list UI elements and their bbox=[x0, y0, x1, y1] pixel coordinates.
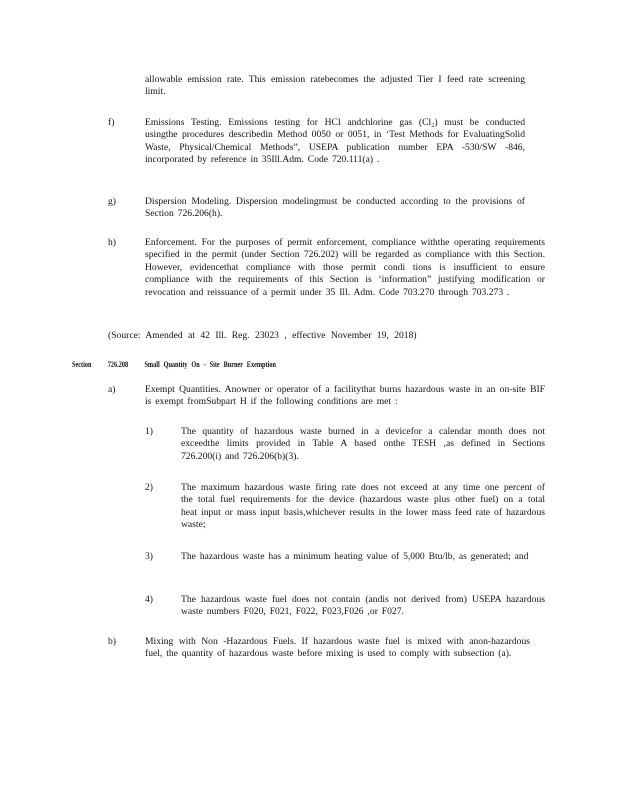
subsection-b-label: b) bbox=[108, 636, 116, 647]
source-note: (Source: Amended at 42 Ill. Reg. 23023 , effective November 19, 2018) bbox=[108, 330, 417, 341]
section-word: Section bbox=[72, 360, 92, 369]
item-g-label: g) bbox=[108, 196, 116, 207]
a-item-4-label: 4) bbox=[145, 594, 153, 605]
section-number: 726.208 bbox=[107, 360, 129, 369]
subsection-b-text: Mixing with Non -Hazardous Fuels. If hazardous waste fuel is mixed with anon-hazardous fuel, the quantity of hazardous waste before mixing is used to comply with subsection (a). bbox=[145, 636, 530, 660]
subsection-a-label: a) bbox=[108, 384, 116, 395]
item-f-text: Emissions Testing. Emissions testing for HCl andchlorine gas (Cl₂) must be conducted usingthe procedures describedin Method 0050 or 0051, in ‘Test Methods for EvaluatingSolid Waste, Physical/Chemical Methods”, USEPA publication number EPA -530/SW -846, incorporated by reference in 35Ill.Adm. Code 720.111(a) . bbox=[145, 117, 525, 166]
intro-paragraph: allowable emission rate. This emission ratebecomes the adjusted Tier I feed rate screening limit. bbox=[145, 74, 525, 98]
a-item-4-text: The hazardous waste fuel does not contain (andis not derived from) USEPA hazardous waste numbers F020, F021, F022, F023,F026 ,or F027. bbox=[181, 594, 545, 618]
a-item-3-label: 3) bbox=[145, 551, 153, 562]
item-f-label: f) bbox=[108, 117, 115, 128]
a-item-1-text: The quantity of hazardous waste burned in a devicefor a calendar month does not exceedthe limits provided in Table A based onthe TESH ,as defined in Sections 726.200(i) and 726.206(b)(3). bbox=[181, 426, 545, 462]
item-h-text: Enforcement. For the purposes of permit enforcement, compliance withthe operating requirements specified in the permit (under Section 726.202) will be regarded as compliance with this Section. However, evidencethat compliance with those permit condi tions is insufficient to ensure compliance with the requirements of this Section is ‘information” justifying modification or revocation and reissuance of a permit under 35 Ill. Adm. Code 703.270 through 703.273 . bbox=[145, 237, 545, 298]
section-title: Small Quantity On - Site Burner Exemption bbox=[144, 360, 276, 369]
a-item-3-text: The hazardous waste has a minimum heating value of 5,000 Btu/lb, as generated; and bbox=[181, 551, 529, 562]
a-item-1-label: 1) bbox=[145, 426, 153, 437]
item-g-text: Dispersion Modeling. Dispersion modelingmust be conducted according to the provisions of Section 726.206(h). bbox=[145, 196, 525, 220]
a-item-2-label: 2) bbox=[145, 482, 153, 493]
subsection-a-text: Exempt Quantities. Anowner or operator of a facilitythat burns hazardous waste in an on-site BIF is exempt fromSubpart H if the following conditions are met : bbox=[145, 384, 545, 408]
a-item-2-text: The maximum hazardous waste firing rate does not exceed at any time one percent of the total fuel requirements for the device (hazardous waste plus other fuel) on a total heat input or mass input basis,whichever results in the lower mass feed rate of hazardous waste; bbox=[181, 482, 545, 531]
section-heading bbox=[72, 359, 288, 371]
item-h-label: h) bbox=[108, 237, 116, 248]
